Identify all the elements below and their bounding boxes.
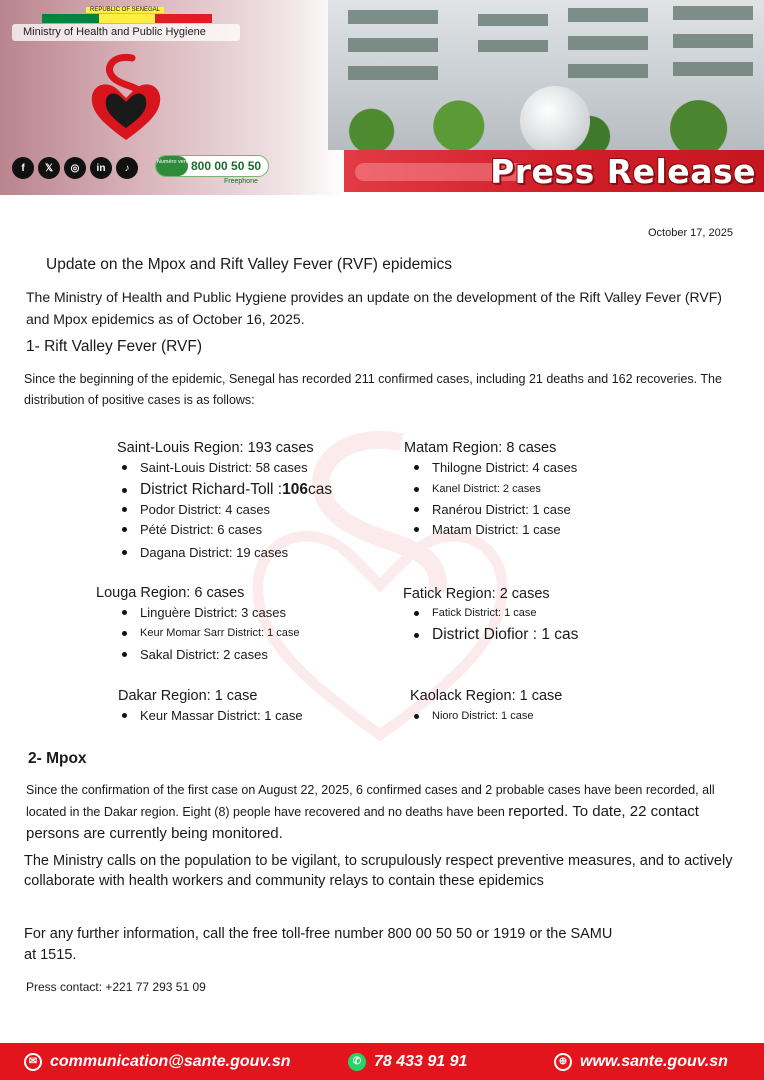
region-dakar: Dakar Region: 1 case (118, 688, 258, 704)
whatsapp-icon: ✆ (348, 1053, 366, 1071)
ministry-logo-icon (84, 52, 168, 144)
district-item: Fatick District: 1 case (414, 607, 537, 619)
district-item: Linguère District: 3 cases (122, 605, 286, 620)
facebook-icon[interactable]: f (12, 157, 34, 179)
footer-email[interactable] (24, 1043, 291, 1080)
intro-paragraph: The Ministry of Health and Public Hygiene provides an update on the development of the Rift Valley Fever (RVF) and Mpox epidemics as of October 16, 2025. (26, 289, 722, 327)
info-paragraph: For any further information, call the free toll-free number 800 00 50 50 or 1919 or the SAMU at 1515. (24, 926, 613, 963)
footer-email-text: communication@sante.gouv.sn (50, 1052, 291, 1070)
region-fatick: Fatick Region: 2 cases (403, 586, 550, 602)
ministry-appeal: The Ministry calls on the population to be vigilant, to scrupulously respect preventive measures, and to actively collaborate with health workers and community relays to contain these epidemics (24, 853, 733, 889)
district-item: Saint-Louis District: 58 cases (122, 460, 308, 475)
footer-website[interactable] (554, 1043, 728, 1080)
linkedin-icon[interactable]: in (90, 157, 112, 179)
section-rvf-heading: 1- Rift Valley Fever (RVF) (26, 338, 202, 355)
district-item: Podor District: 4 cases (122, 502, 270, 517)
hotline-number: 800 00 50 50 (191, 159, 262, 173)
district-item: Keur Massar District: 1 case (122, 708, 303, 723)
district-item: Nioro District: 1 case (414, 710, 533, 722)
district-item: Sakal District: 2 cases (122, 647, 268, 662)
senegal-flag-stripe (42, 14, 212, 23)
republic-label: REPUBLIC OF SENEGAL (86, 7, 164, 13)
globe-icon: ⊕ (554, 1053, 572, 1071)
region-kaolack: Kaolack Region: 1 case (410, 688, 563, 704)
social-links (12, 157, 138, 179)
press-contact: Press contact: +221 77 293 51 09 (26, 980, 206, 994)
footer-website-text: www.sante.gouv.sn (580, 1052, 728, 1070)
press-header (0, 0, 764, 195)
district-item: Dagana District: 19 cases (122, 545, 288, 560)
instagram-icon[interactable]: ◎ (64, 157, 86, 179)
district-item: Ranérou District: 1 case (414, 502, 571, 517)
district-item: Pété District: 6 cases (122, 522, 262, 537)
section-mpox-heading: 2- Mpox (28, 750, 87, 767)
region-matam: Matam Region: 8 cases (404, 440, 557, 456)
region-louga: Louga Region: 6 cases (96, 585, 245, 601)
section-rvf-text: Since the beginning of the epidemic, Senegal has recorded 211 confirmed cases, including 21 deaths and 162 recoveries. The distribution of positive cases is as follows: (24, 372, 722, 407)
hotline-badge (155, 155, 269, 177)
contact-footer (0, 1043, 764, 1080)
email-icon: ✉ (24, 1053, 42, 1071)
footer-phone-text: 78 433 91 91 (374, 1052, 468, 1070)
press-release-label: Press Release (490, 152, 756, 191)
x-icon[interactable]: 𝕏 (38, 157, 60, 179)
district-item: District Diofior : 1 cas (414, 626, 578, 644)
hotline-tag: Numéro vert (156, 156, 188, 176)
section-mpox-text: Since the confirmation of the first case on August 22, 2025, 6 confirmed cases and 2 probable cases have been recorded, all located in the Dakar region. Eight (8) people have recovered and no deaths have been reported. To date, 22 contact persons are currently being monitored. (26, 783, 715, 842)
freephone-caption: Freephone (224, 178, 258, 185)
document-title: Update on the Mpox and Rift Valley Fever (RVF) epidemics (46, 256, 453, 273)
district-item: Kanel District: 2 cases (414, 483, 541, 495)
district-item: Keur Momar Sarr District: 1 case (122, 627, 300, 639)
district-item: District Richard-Toll : 106 cas (122, 481, 332, 499)
district-item: Thilogne District: 4 cases (414, 460, 577, 475)
globe-sculpture (520, 86, 590, 156)
footer-phone[interactable] (348, 1043, 467, 1080)
release-date: October 17, 2025 (647, 227, 733, 239)
tiktok-icon[interactable]: ♪ (116, 157, 138, 179)
ministry-name: Ministry of Health and Public Hygiene (12, 24, 240, 41)
district-item: Matam District: 1 case (414, 522, 561, 537)
region-saint-louis: Saint-Louis Region: 193 cases (117, 440, 314, 456)
